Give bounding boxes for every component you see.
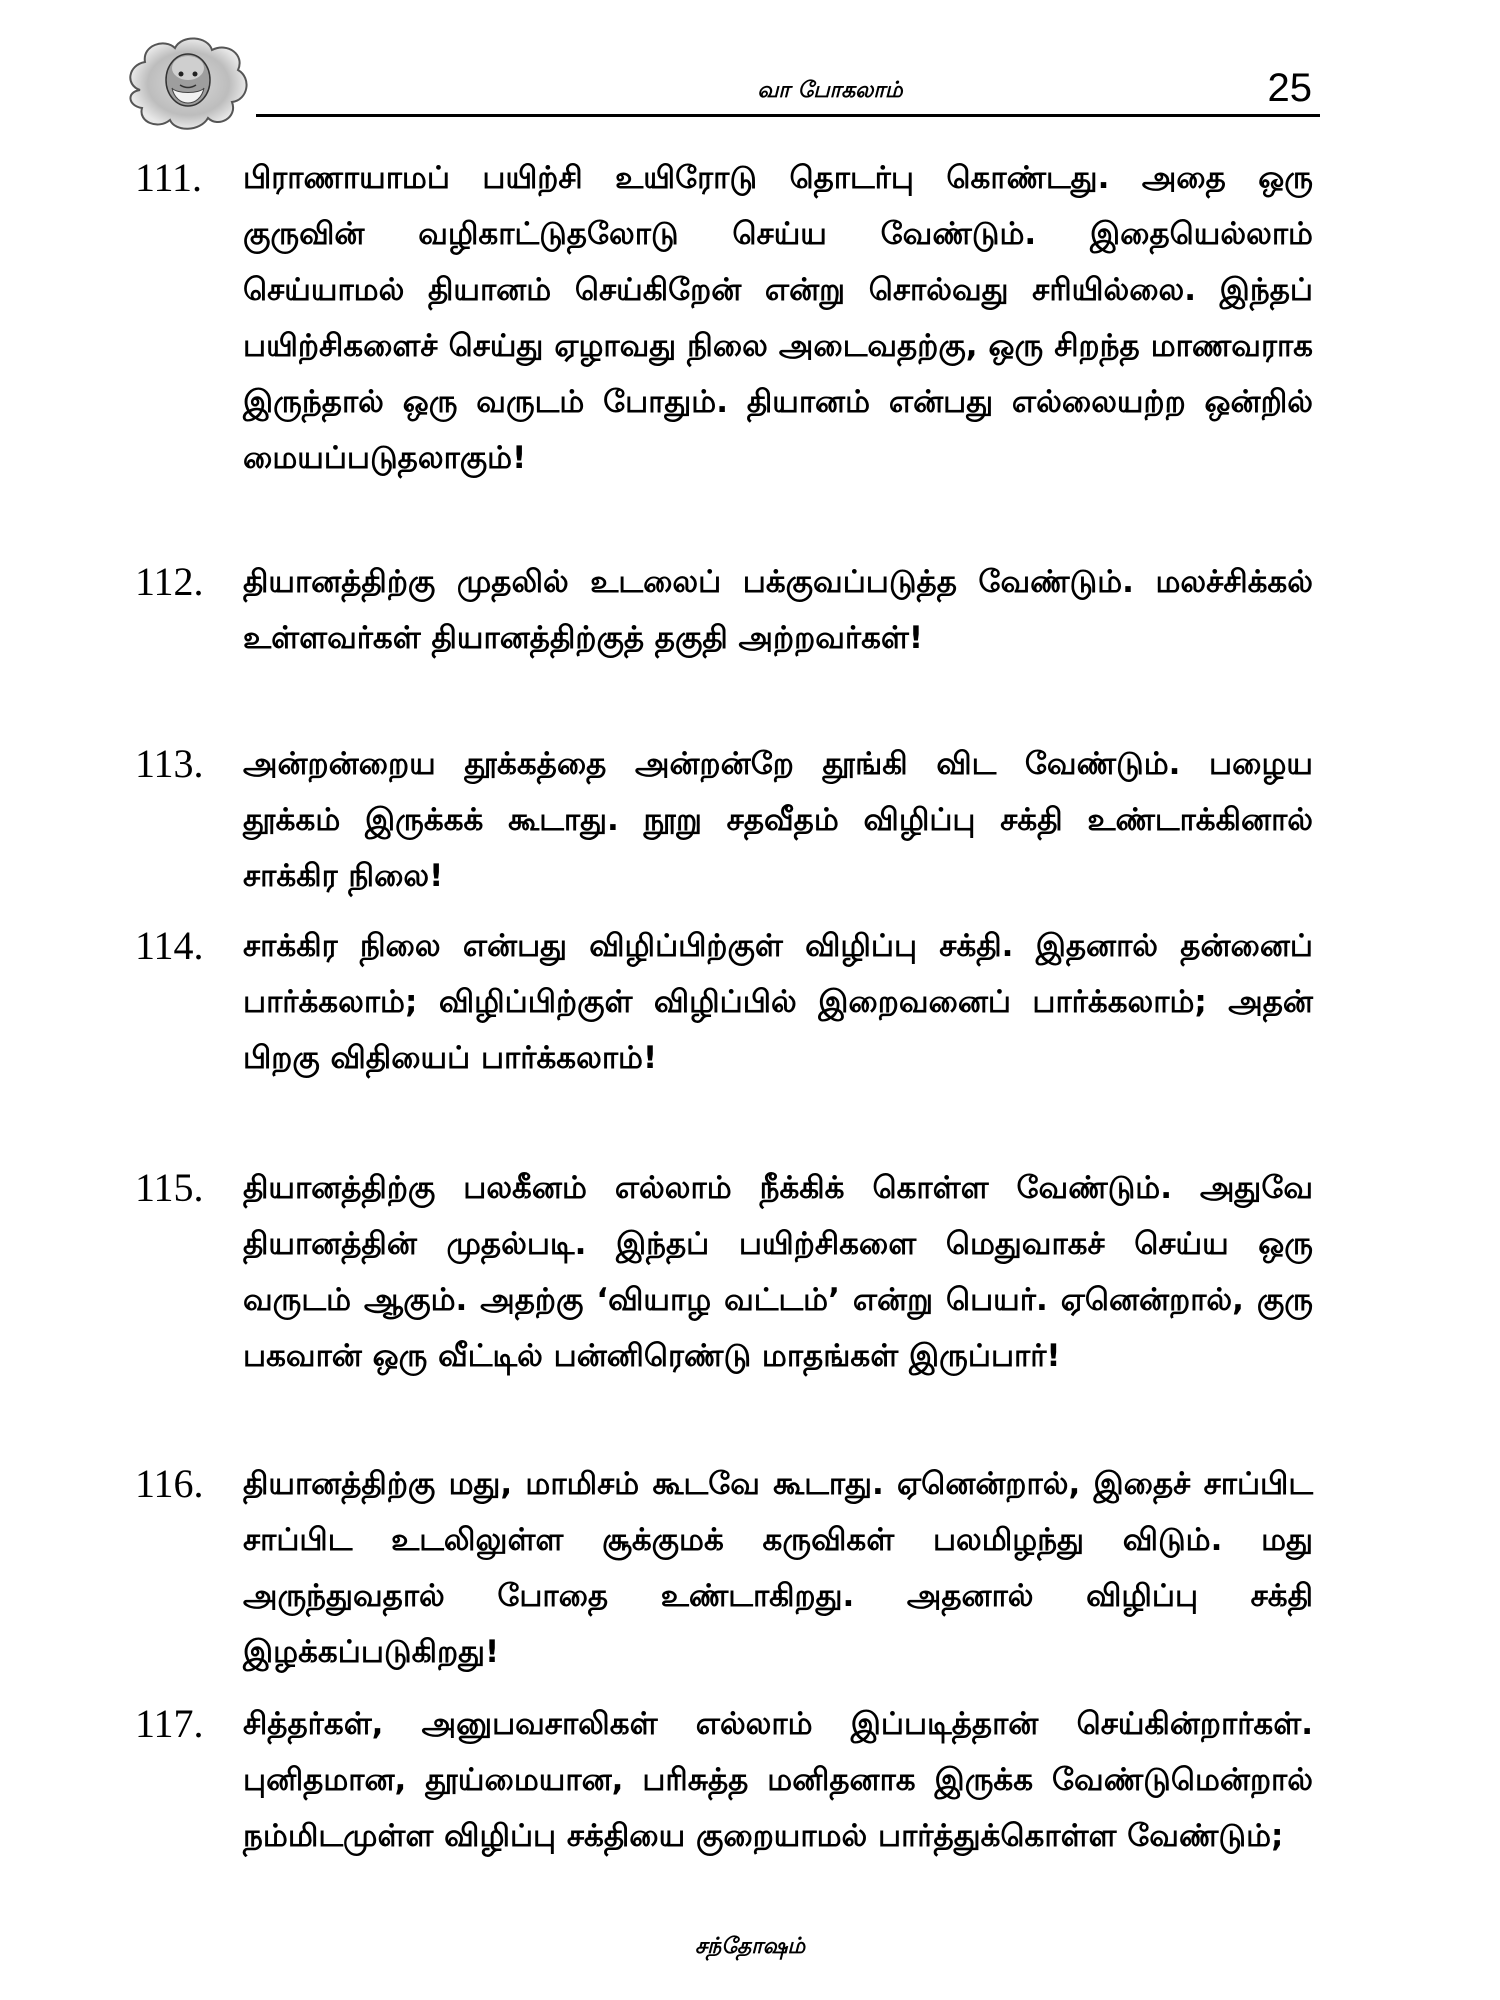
page-number: 25 xyxy=(1267,66,1312,110)
entry-text: அன்றன்றைய தூக்கத்தை அன்றன்றே தூங்கி விட வேண்டும். பழைய தூக்கம் இருக்கக் கூடாது. நூறு சதவீதம் விழிப்பு சக்தி உண்டாக்கினால் சாக்கிர நிலை! xyxy=(243,746,1313,894)
running-title: வா போகலாம் xyxy=(757,78,903,103)
footer-title: சந்தோஷம் xyxy=(694,1934,806,1959)
entry-number: 116. xyxy=(135,1461,204,1506)
entry-text: சித்தர்கள், அனுபவசாலிகள் எல்லாம் இப்படித்தான் செய்கின்றார்கள். புனிதமான, தூய்மையான, பரிசுத்த மனிதனாக இருக்க வேண்டுமென்றால் நம்மிடமுள்ள விழிப்பு சக்தியை குறையாமல் பார்த்துக்கொள்ள வேண்டும்; xyxy=(243,1706,1313,1854)
entry-number: 113. xyxy=(135,741,204,786)
entry-text: சாக்கிர நிலை என்பது விழிப்பிற்குள் விழிப்பு சக்தி. இதனால் தன்னைப் பார்க்கலாம்; விழிப்பிற்குள் விழிப்பில் இறைவனைப் பார்க்கலாம்; அதன் பிறகு விதியைப் பார்க்கலாம்! xyxy=(243,928,1313,1076)
entry-text: தியானத்திற்கு முதலில் உடலைப் பக்குவப்படுத்த வேண்டும். மலச்சிக்கல் உள்ளவர்கள் தியானத்திற்குத் தகுதி அற்றவர்கள்! xyxy=(243,564,1313,656)
entry-number: 114. xyxy=(135,923,204,968)
entry-text: பிராணாயாமப் பயிற்சி உயிரோடு தொடர்பு கொண்டது. அதை ஒரு குருவின் வழிகாட்டுதலோடு செய்ய வேண்டும். இதையெல்லாம் செய்யாமல் தியானம் செய்கிறேன் என்று சொல்வது சரியில்லை. இந்தப் பயிற்சிகளைச் செய்து ஏழாவது நிலை அடைவதற்கு, ஒரு சிறந்த மாணவராக இருந்தால் ஒரு வருடம் போதும். தியானம் என்பது எல்லையற்ற ஒன்றில் மையப்படுதலாகும்! xyxy=(243,160,1313,476)
entry-text: தியானத்திற்கு மது, மாமிசம் கூடவே கூடாது. ஏனென்றால், இதைச் சாப்பிட சாப்பிட உடலிலுள்ள சூக்குமக் கருவிகள் பலமிழந்து விடும். மது அருந்துவதால் போதை உண்டாகிறது. அதனால் விழிப்பு சக்தி இழக்கப்படுகிறது! xyxy=(243,1466,1313,1670)
entry-number: 115. xyxy=(135,1165,204,1210)
entry-number: 112. xyxy=(135,559,204,604)
entry-number: 117. xyxy=(135,1701,204,1746)
entry-number: 111. xyxy=(135,155,203,200)
entry-text: தியானத்திற்கு பலகீனம் எல்லாம் நீக்கிக் கொள்ள வேண்டும். அதுவே தியானத்தின் முதல்படி. இந்தப் பயிற்சிகளை மெதுவாகச் செய்ய ஒரு வருடம் ஆகும். அதற்கு ‘வியாழ வட்டம்’ என்று பெயர். ஏனென்றால், குரு பகவான் ஒரு வீட்டில் பன்னிரெண்டு மாதங்கள் இருப்பார்! xyxy=(243,1170,1313,1374)
